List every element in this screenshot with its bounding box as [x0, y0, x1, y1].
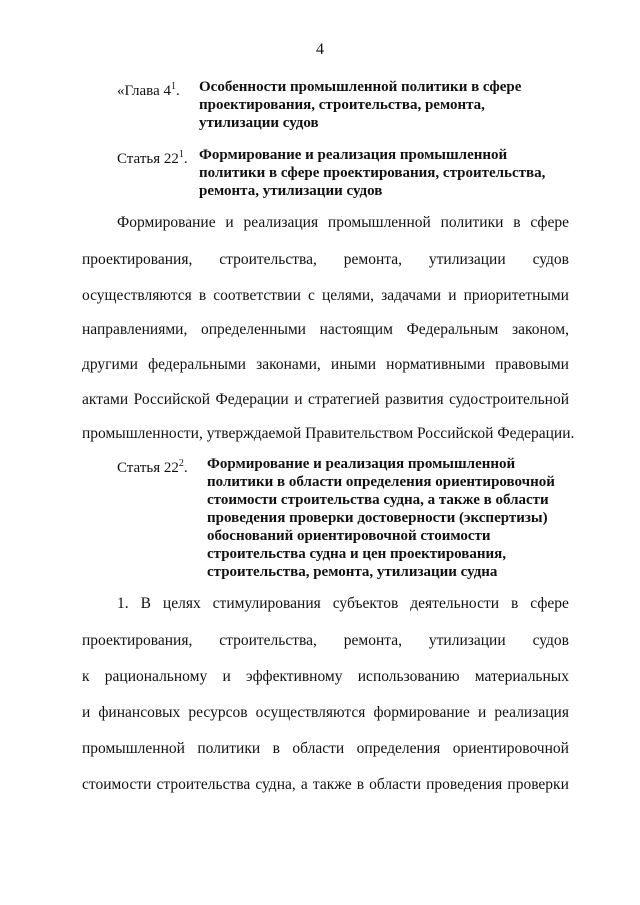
word: осуществляются — [255, 704, 366, 721]
word: в — [513, 214, 521, 231]
text-line — [82, 287, 569, 305]
word: судна, — [255, 776, 296, 793]
word: утилизации — [428, 632, 506, 649]
word: промышленной — [82, 740, 185, 757]
word: развития — [385, 391, 444, 408]
word: целях — [162, 595, 201, 612]
word: также — [312, 776, 352, 793]
word: законом, — [512, 321, 569, 338]
word: иными — [330, 356, 377, 373]
word: в — [356, 776, 365, 793]
article-22-1-title: Формирование и реализация промышленной политики в сфере проектирования, строительства, ремонта, утилизации судов — [199, 147, 546, 199]
word: и — [222, 668, 231, 685]
word: эффективному — [246, 668, 343, 685]
word: сфере — [530, 214, 569, 231]
word: нормативными — [386, 356, 486, 373]
chapter-heading — [117, 78, 521, 132]
word: определения — [356, 740, 441, 757]
text-line — [82, 668, 569, 686]
word: а — [300, 776, 308, 793]
word: правовыми — [495, 356, 569, 373]
text-line — [82, 632, 569, 650]
word: Федеральным — [406, 321, 499, 338]
word: и — [82, 704, 91, 721]
word: федеральными — [148, 356, 246, 373]
text-line — [82, 776, 569, 794]
word: промышленной — [327, 214, 431, 231]
word: использованию — [357, 668, 460, 685]
word: проведения — [426, 776, 503, 793]
word: финансовых — [98, 704, 181, 721]
word: 1. — [117, 595, 129, 612]
word: задачами — [381, 287, 442, 304]
chapter-title: Особенности промышленной политики в сфере проектирования, строительства, ремонта, утилизации судов — [199, 79, 522, 131]
text-line — [82, 356, 569, 374]
word: Федерации — [215, 391, 289, 408]
word: области — [292, 740, 345, 757]
word: утилизации — [428, 251, 506, 268]
word: политики — [197, 740, 261, 757]
text-line — [117, 214, 569, 232]
word: стратегией — [307, 391, 380, 408]
word: проектирования, — [82, 632, 193, 649]
text-line — [82, 425, 575, 443]
text-line — [117, 595, 569, 613]
word: другими — [82, 356, 138, 373]
word: Российской — [133, 391, 211, 408]
article-22-1-heading — [117, 146, 545, 200]
word: соответствии — [213, 287, 301, 304]
word: формирование — [373, 704, 470, 721]
text-line — [82, 740, 569, 758]
word: реализация — [494, 704, 569, 721]
word: судов — [532, 632, 569, 649]
word: в — [198, 287, 207, 304]
word: актами — [82, 391, 129, 408]
chapter-label: «Глава $4^1$. — [117, 81, 180, 99]
word: определенными — [201, 321, 306, 338]
word: проектирования, — [82, 251, 193, 268]
word: стимулирования — [212, 595, 321, 612]
word: и — [225, 214, 234, 231]
word: строительства, — [219, 251, 317, 268]
word: области — [369, 776, 421, 793]
word: субъектов — [332, 595, 399, 612]
article-22-2-label: Статья $22^2$. — [117, 458, 188, 476]
word: осуществляются — [82, 287, 192, 304]
text-line — [82, 321, 569, 339]
page-number: 4 — [316, 41, 324, 58]
word: судов — [532, 251, 569, 268]
word: ремонта, — [343, 251, 402, 268]
word: и — [477, 704, 487, 721]
word: ресурсов — [188, 704, 248, 721]
word: строительства, — [219, 632, 317, 649]
word: к — [82, 668, 90, 685]
article-22-2-title: Формирование и реализация промышленной политики в области определения ориентировочной стоимости строительства судна, а также в области проведения проверки достоверности (экспертизы) обоснований ориентировочной стоимости строительства судна и цен проектирования, строительства, ремонта, утилизации судна — [207, 456, 555, 580]
word: и — [448, 287, 457, 304]
word: проверки — [507, 776, 569, 793]
word: промышленности, утверждаемой Правительством Российской Федерации. — [82, 425, 575, 442]
word: В — [140, 595, 151, 612]
word: и — [294, 391, 303, 408]
text-line — [82, 251, 569, 269]
word: рациональному — [104, 668, 208, 685]
article-22-2-heading — [117, 455, 555, 581]
word: сфере — [530, 595, 569, 612]
word: судостроительной — [449, 391, 569, 408]
text-line — [82, 391, 569, 409]
word: целями, — [322, 287, 375, 304]
word: политики — [440, 214, 504, 231]
word: приоритетными — [463, 287, 569, 304]
word: настоящим — [319, 321, 393, 338]
word: направлениями, — [82, 321, 188, 338]
word: ориентировочной — [452, 740, 569, 757]
word: Формирование — [117, 214, 216, 231]
word: ремонта, — [343, 632, 402, 649]
word: строительства — [156, 776, 251, 793]
word: в — [272, 740, 280, 757]
word: стоимости — [82, 776, 152, 793]
word: законами, — [256, 356, 321, 373]
text-line — [82, 704, 569, 722]
word: с — [308, 287, 315, 304]
word: деятельности — [410, 595, 500, 612]
article-22-1-label: Статья $22^1$. — [117, 149, 188, 167]
word: в — [510, 595, 519, 612]
word: материальных — [474, 668, 569, 685]
word: реализация — [243, 214, 319, 231]
